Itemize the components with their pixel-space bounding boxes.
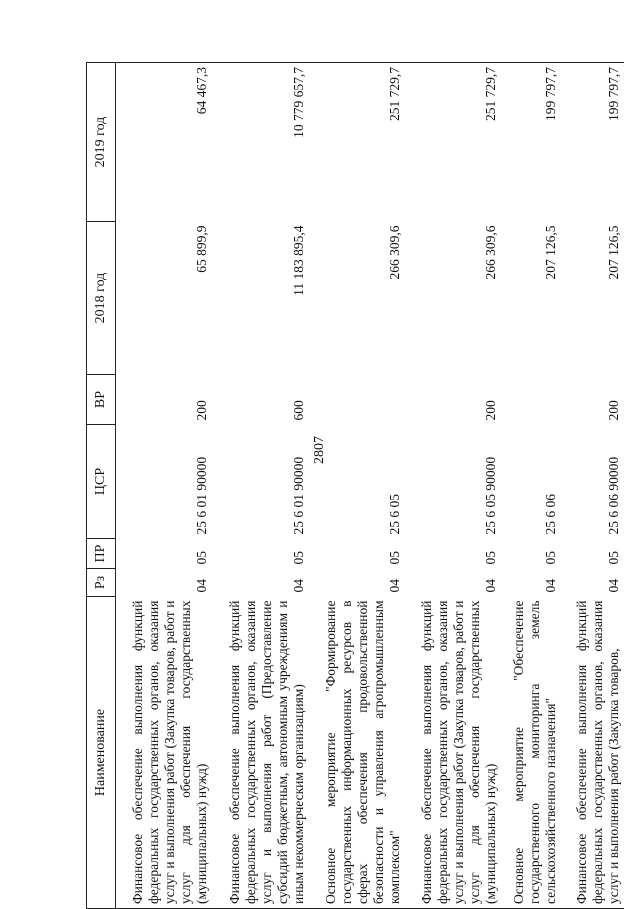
- row-vr: 200: [606, 400, 621, 421]
- row-value-2018: 65 899,9: [194, 225, 210, 273]
- row-pr: 05: [606, 551, 621, 565]
- column-header-2019: 2019 год: [87, 63, 116, 222]
- row-rz: 04: [386, 579, 402, 593]
- row-value-2018: 11 183 895,4: [290, 225, 306, 296]
- row-pr: 05: [482, 551, 498, 565]
- table-header-row: [87, 63, 116, 909]
- table-row: [116, 63, 213, 909]
- row-value-2019: 199 797,7: [501, 63, 561, 222]
- column-header-rz: Рз: [87, 569, 116, 597]
- row-csr: 25 6 06: [543, 494, 558, 535]
- row-value-2018: 266 309,6: [386, 225, 402, 280]
- row-name: Финансовое обеспечение выполнения функций федеральных государственных органов, оказания услуг и выполнения работ (Закупка товаров, работ и услуг для обеспечения государственных (муниципальных) нужд): [116, 597, 213, 909]
- table-row: [561, 63, 624, 909]
- row-vr: 600: [290, 400, 306, 421]
- row-value-2018: 266 309,6: [482, 225, 498, 280]
- table-row: [212, 63, 308, 909]
- row-name: Финансовое обеспечение выполнения функций федеральных государственных органов, оказания услуг и выполнения работ (Закупка товаров, работ и услуг для обеспечения государственных (муниципальных) нужд): [405, 597, 501, 909]
- column-header-pr: ПР: [87, 539, 116, 569]
- row-value-2018: 207 126,5: [543, 225, 558, 280]
- row-name: Финансовое обеспечение выполнения функций федеральных государственных органов, оказания услуг и выполнения работ (Предоставление субсидий бюджетным, автономным учреждениям и иным некоммерческим организациям): [212, 597, 308, 909]
- row-csr: 25 6 01 90000: [290, 456, 306, 535]
- column-header-name: Наименование: [87, 597, 116, 909]
- row-pr: 05: [194, 551, 210, 565]
- page-number: 2807: [312, 436, 327, 464]
- row-pr: 05: [290, 551, 306, 565]
- row-rz: 04: [482, 579, 498, 593]
- row-name: [561, 597, 624, 909]
- table-row: [501, 63, 561, 909]
- column-header-2018: 2018 год: [87, 222, 116, 375]
- row-rz: 04: [543, 579, 558, 593]
- row-vr: 200: [194, 400, 210, 421]
- row-value-2018: 207 126,5: [606, 225, 621, 280]
- row-vr: [501, 375, 561, 425]
- row-pr: 05: [543, 551, 558, 565]
- row-csr: 25 6 01 90000: [194, 456, 210, 535]
- row-name: Основное мероприятие "Формирование государственных информационных ресурсов в сферах обеспечения продовольственной безопасности и управления агропромышленным комплексом": [309, 597, 405, 909]
- budget-table: [86, 62, 624, 909]
- row-value-2019: 199 797,7: [561, 63, 624, 222]
- row-name-text: Финансовое обеспечение выполнения функций федеральных государственных органов, оказания услуг и выполнения работ (Закупка товаров,: [574, 600, 621, 904]
- row-vr: 200: [482, 400, 498, 421]
- row-rz: 04: [290, 579, 306, 593]
- row-csr: 25 6 06 90000: [606, 456, 621, 535]
- table-row: [405, 63, 501, 909]
- row-csr: 25 6 05: [386, 494, 402, 535]
- row-value-2019: 251 729,7: [309, 63, 405, 222]
- row-value-2019: 251 729,7: [405, 63, 501, 222]
- row-pr: 05: [386, 551, 402, 565]
- row-vr: [309, 375, 405, 425]
- column-header-vr: ВР: [87, 375, 116, 425]
- rotated-page-content: [86, 63, 624, 909]
- row-rz: 04: [606, 579, 621, 593]
- row-value-2019: 10 779 657,7: [212, 63, 308, 222]
- row-name: Основное мероприятие "Обеспечение государственного мониторинга земель сельскохозяйственного назначения": [501, 597, 561, 909]
- table-row: [309, 63, 405, 909]
- row-value-2019: 64 467,3: [116, 63, 213, 222]
- row-rz: 04: [194, 579, 210, 593]
- row-csr: 25 6 05 90000: [482, 456, 498, 535]
- column-header-csr: ЦСР: [87, 425, 116, 539]
